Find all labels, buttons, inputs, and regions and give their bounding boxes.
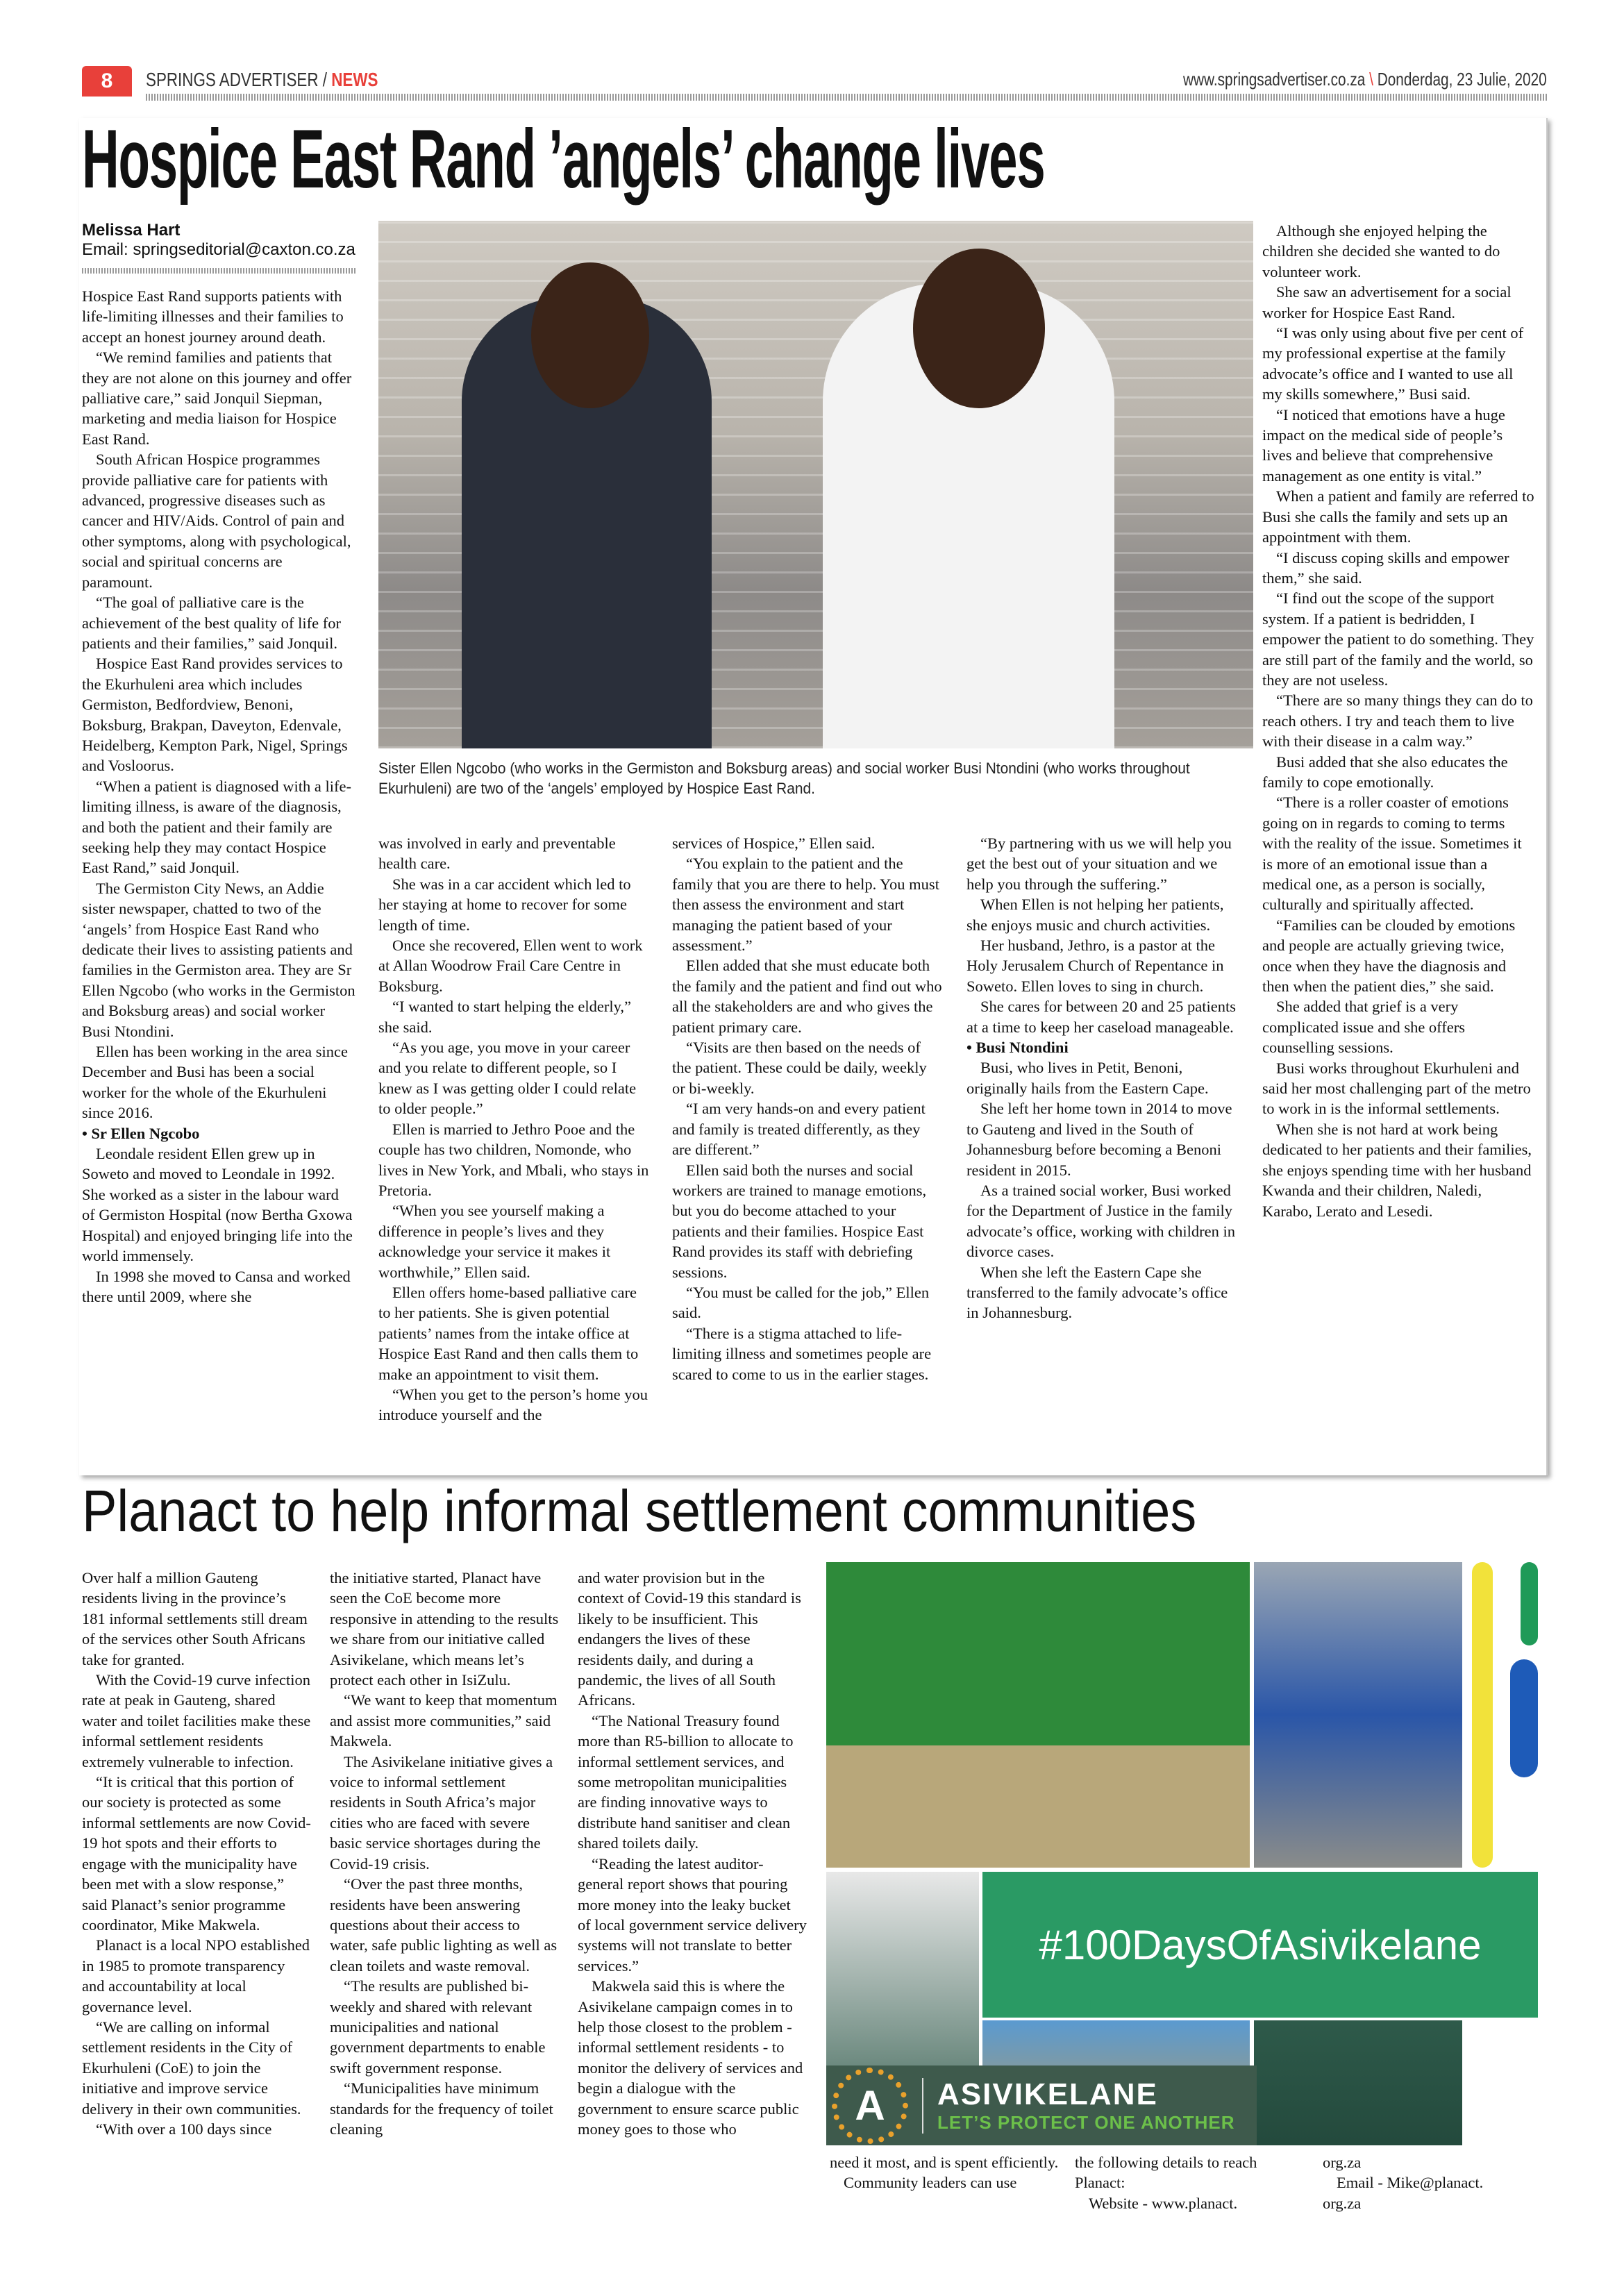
paragraph: Busi works throughout Ekurhuleni and said her most challenging part of the metro to work in is the informal settlements. xyxy=(1262,1059,1531,1118)
paragraph: “As you age, you move in your career and you relate to different people, so I knew as I was getting older I could relate to older people.” xyxy=(378,1039,637,1118)
date: Donderdag, 23 Julie, 2020 xyxy=(1377,69,1547,90)
ad-decoration-yellow xyxy=(1472,1562,1493,1868)
paragraph: need it most, and is spent efficiently. xyxy=(830,2154,1059,2171)
paragraph: and water provision but in the context of Covid-19 this standard is likely to be insufficient. This endangers the lives of these residents daily, and during a pandemic, the lives of all South Africans. xyxy=(578,1569,801,1709)
paragraph: “Visits are then based on the needs of the patient. These could be daily, weekly or bi-weekly. xyxy=(672,1039,927,1097)
paragraph: “When you see yourself making a difference in people’s lives and they acknowledge your service it makes it worthwhile,” Ellen said. xyxy=(378,1202,611,1281)
paragraph: “Reading the latest auditor-general report shows that pouring more money into the leaky bucket of local government service delivery systems will not translate to better services.” xyxy=(578,1854,807,1975)
article-photo xyxy=(378,221,1253,748)
subheading: • Busi Ntondini xyxy=(966,1039,1069,1057)
paragraph: She saw an advertisement for a social worker for Hospice East Rand. xyxy=(1262,283,1512,321)
paragraph: With the Covid-19 curve infection rate at peak in Gauteng, shared water and toilet facilities make these informal settlement residents extremely vulnerable to infection. xyxy=(82,1671,311,1770)
paragraph: “Over the past three months, residents have been answering questions about their access to water, safe public lighting as well as clean toilets and waste removal. xyxy=(330,1875,558,1975)
logo-divider xyxy=(922,2078,923,2134)
paragraph: “The National Treasury found more than R5-billion to allocate to informal settlement services, and some metropolitan municipalities are finding innovative ways to distribute hand sanitiser and clean shared toilets daily. xyxy=(578,1711,794,1852)
paragraph: The Asivikelane initiative gives a voice to informal settlement residents in South Africa’s major cities who are faced with severe basic service shortages during the Covid-19 crisis. xyxy=(330,1752,553,1872)
paragraph: services of Hospice,” Ellen said. xyxy=(672,835,876,852)
paragraph: Makwela said this is where the Asivikelane campaign comes in to help those closest to the problem - informal settlement residents - to monitor the delivery of services and begin a dialogue with the government to ensure scarce public money goes to those who xyxy=(578,1977,803,2138)
paragraph: “There is a roller coaster of emotions going on in regards to coming to terms with the reality of the issue. Sometimes it is more of an emotional issue than a medical one, as a person is socially, culturally and spiritually affected. xyxy=(1262,794,1522,914)
ad-decoration-green xyxy=(1521,1562,1538,1645)
paragraph: “You must be called for the job,” Ellen said. xyxy=(672,1283,930,1322)
paragraph: She added that grief is a very complicated issue and she offers counselling sessions. xyxy=(1262,998,1465,1057)
paragraph: In 1998 she moved to Cansa and worked there until 2009, where she xyxy=(82,1267,351,1305)
paragraph: She left her home town in 2014 to move to Gauteng and lived in the South of Johannesburg before becoming a Benoni resident in 2015. xyxy=(966,1100,1232,1179)
paragraph: “We are calling on informal settlement residents in the City of Ekurhuleni (CoE) to join the initiative and improve service delivery in their own communities. xyxy=(82,2018,301,2118)
brand-tagline: LET’S PROTECT ONE ANOTHER xyxy=(937,2112,1235,2133)
paragraph: Email - Mike@planact. xyxy=(1337,2174,1484,2192)
article2-column-2 xyxy=(330,1568,559,2139)
masthead-rule xyxy=(146,94,1547,101)
article1-column-3 xyxy=(672,833,943,1384)
paragraph: Ellen has been working in the area since December and Busi has been a social worker for the whole of the Ekurhuleni since 2016. xyxy=(82,1043,348,1122)
subheading: • Sr Ellen Ngcobo xyxy=(82,1124,200,1142)
paragraph: When she left the Eastern Cape she transferred to the family advocate’s office in Johannesburg. xyxy=(966,1263,1228,1322)
paragraph: Busi, who lives in Petit, Benoni, originally hails from the Eastern Cape. xyxy=(966,1059,1209,1097)
paragraph: Hospice East Rand provides services to the Ekurhuleni area which includes Germiston, Bedfordview, Benoni, Boksburg, Brakpan, Daveyton, Edenvale, Heidelberg, Kempton Park, Nigel, Springs and Vosloorus. xyxy=(82,655,348,775)
paragraph: “When you get to the person’s home you introduce yourself and the xyxy=(378,1385,648,1424)
author-name: Melissa Hart xyxy=(82,221,181,240)
paragraph: “I discuss coping skills and empower them,” she said. xyxy=(1262,548,1509,587)
paragraph: When Ellen is not helping her patients, she enjoys music and church activities. xyxy=(966,896,1224,934)
paragraph: “We remind families and patients that they are not alone on this journey and offer palliative care,” said Jonquil Siepman, marketing and media liaison for Hospice East Rand. xyxy=(82,349,352,448)
byline-rule xyxy=(82,268,355,274)
paragraph: org.za xyxy=(1323,2194,1362,2212)
asivikelane-logo-bar xyxy=(826,2065,1257,2145)
byline xyxy=(82,221,355,260)
article1-column-5 xyxy=(1262,221,1534,1221)
paragraph: “You explain to the patient and the family that you are there to help. You must then assess the environment and start managing the patient based of your assessment.” xyxy=(672,855,939,955)
article1-column-1 xyxy=(82,286,355,1307)
ad-hashtag-band: #100DaysOfAsivikelane xyxy=(982,1872,1538,2018)
section-label xyxy=(146,69,378,91)
paragraph: the following details to reach Planact: xyxy=(1075,2154,1257,2192)
paragraph: “I find out the scope of the support system. If a patient is bedridden, I empower the patient to do something. They are still part of the family and the world, so they are not useless. xyxy=(1262,589,1534,689)
paragraph: “When a patient is diagnosed with a life-limiting illness, is aware of the diagnosis, and both the patient and their family are seeking help they may contact Hospice East Rand,” said Jonquil. xyxy=(82,777,351,877)
author-email[interactable]: Email: springseditorial@caxton.co.za xyxy=(82,240,355,259)
section-name: NEWS xyxy=(331,69,378,90)
article1-column-4 xyxy=(966,833,1237,1323)
paragraph: “I was only using about five per cent of my professional expertise at the family advocate’s office and I wanted to use all my skills somewhere,” Busi said. xyxy=(1262,324,1524,403)
website[interactable]: www.springsadvertiser.co.za xyxy=(1183,69,1366,90)
ad-photo-sanitation xyxy=(1254,2020,1462,2145)
separator: \ xyxy=(1365,69,1378,90)
photo-head-busi xyxy=(913,249,1045,408)
paragraph: Over half a million Gauteng residents living in the province’s 181 informal settlements still dream of the services other South Africans take for granted. xyxy=(82,1569,308,1668)
ad-photo-toilet xyxy=(1254,1562,1462,1868)
paragraph: South African Hospice programmes provide palliative care for patients with advanced, progressive diseases such as cancer and HIV/Aids. Control of pain and other symptoms, along with psychological, social and spiritual concerns are paramount. xyxy=(82,451,351,591)
paragraph: “The goal of palliative care is the achievement of the best quality of life for patients and their families,” said Jonquil. xyxy=(82,594,341,652)
dateline xyxy=(1183,69,1547,90)
paragraph: The Germiston City News, an Addie sister newspaper, chatted to two of the ‘angels’ from Hospice East Rand who dedicate their lives to assisting patients and families in the Germiston area. They are Sr Ellen Ngcobo (who works in the Germiston and Boksburg areas) and social worker Busi Ntondini. xyxy=(82,879,355,1040)
paragraph: Although she enjoyed helping the children she decided she wanted to do volunteer work. xyxy=(1262,222,1500,280)
article2-column-1 xyxy=(82,1568,311,2139)
asivikelane-advert xyxy=(826,1562,1548,2145)
page-number-badge: 8 xyxy=(82,66,132,97)
paragraph: Ellen added that she must educate both the family and the patient and find out who all the stakeholders are and who gives the patient primary care. xyxy=(672,957,942,1036)
paragraph: Leondale resident Ellen grew up in Soweto and moved to Leondale in 1992. She worked as a sister in the labour ward of Germiston Hospital (now Bertha Gxowa Hospital) and enjoyed bringing life into the world immensely. xyxy=(82,1145,353,1265)
paragraph: org.za xyxy=(1323,2154,1362,2171)
paragraph: “Families can be clouded by emotions and people are actually grieving twice, once when they have the diagnosis and then when the patient dies,” she said. xyxy=(1262,916,1516,996)
paragraph: She was in a car accident which led to her staying at home to recover for some length of time. xyxy=(378,875,631,934)
paragraph: Community leaders can use xyxy=(844,2174,1017,2192)
paragraph: Website - www.planact. xyxy=(1089,2194,1238,2212)
article2-column-3 xyxy=(578,1568,807,2139)
paragraph: Her husband, Jethro, is a pastor at the Holy Jerusalem Church of Repentance in Soweto. Ellen loves to sing in church. xyxy=(966,937,1224,995)
paragraph: When a patient and family are referred to Busi she calls the family and sets up an appointment with them. xyxy=(1262,487,1534,546)
paragraph: “We want to keep that momentum and assist more communities,” said Makwela. xyxy=(330,1691,558,1750)
article1-column-2 xyxy=(378,833,649,1425)
paragraph: Ellen said both the nurses and social workers are trained to manage emotions, but you do become attached to your patients and their families. Hospice East Rand provides its staff with debriefing sessions. xyxy=(672,1161,927,1281)
asivikelane-logo-icon: A xyxy=(832,2068,908,2144)
paragraph: Busi added that she also educates the family to cope emotionally. xyxy=(1262,753,1508,791)
paragraph: Ellen offers home-based palliative care to her patients. She is given potential patients’ names from the intake office at Hospice East Rand and then calls them to make an appointment to visit them. xyxy=(378,1283,639,1383)
paragraph: “I noticed that emotions have a huge impact on the medical side of people’s lives and believe that comprehensive management as one entity is vital.” xyxy=(1262,405,1505,485)
paragraph: She cares for between 20 and 25 patients at a time to keep her caseload manageable. xyxy=(966,998,1236,1036)
paragraph: When she is not hard at work being dedicated to her patients and their families, she enjoys spending time with her husband Kwanda and their children, Naledi, Karabo, Lerato and Lesedi. xyxy=(1262,1120,1532,1220)
photo-caption: Sister Ellen Ngcobo (who works in the Germiston and Boksburg areas) and social worker Busi Ntondini (who works throughout Ekurhuleni) are two of the ‘angels’ employed by Hospice East Rand. xyxy=(378,760,1190,797)
brand-name: ASIVIKELANE xyxy=(937,2077,1158,2111)
paragraph: Once she recovered, Ellen went to work at Allan Woodrow Frail Care Centre in Boksburg. xyxy=(378,937,643,995)
article2-headline: Planact to help informal settlement communities xyxy=(82,1478,1197,1543)
ad-photo-group xyxy=(826,1562,1250,1868)
paragraph: the initiative started, Planact have seen the CoE become more responsive in attending to the results we share from our initiative called Asivikelane, which means let’s protect each other in IsiZulu. xyxy=(330,1569,559,1689)
paragraph: “By partnering with us we will help you get the best out of your situation and we help you through the suffering.” xyxy=(966,835,1232,893)
article2-column-5 xyxy=(1075,2152,1304,2213)
paragraph: “Municipalities have minimum standards for the frequency of toilet cleaning xyxy=(330,2079,553,2138)
paragraph: Hospice East Rand supports patients with life-limiting illnesses and their families to accept an honest journey around death. xyxy=(82,287,344,346)
paragraph: “There is a stigma attached to life-limiting illness and sometimes people are scared to come to us in the earlier stages. xyxy=(672,1324,932,1383)
paragraph: Ellen is married to Jethro Pooe and the couple has two children, Nomonde, who lives in New York, and Mbali, who stays in Pretoria. xyxy=(378,1120,649,1199)
paragraph: As a trained social worker, Busi worked for the Department of Justice in the family advocate’s office, working with children in divorce cases. xyxy=(966,1181,1235,1261)
paragraph: “It is critical that this portion of our society is protected as some informal settlements are now Covid-19 hot spots and their efforts to engage with the municipality have been met with a slow response,” said Planact’s senior programme coordinator, Mike Makwela. xyxy=(82,1773,311,1934)
paragraph: “The results are published bi-weekly and shared with relevant municipalities and national government departments to enable swift government response. xyxy=(330,1977,546,2077)
paragraph: “I wanted to start helping the elderly,” she said. xyxy=(378,998,632,1036)
masthead xyxy=(82,66,1547,94)
paragraph: “I am very hands-on and every patient and family is treated differently, as they are different.” xyxy=(672,1100,926,1159)
paragraph: “There are so many things they can do to reach others. I try and teach them to live with their disease in a calm way.” xyxy=(1262,692,1533,751)
paragraph: Planact is a local NPO established in 1985 to promote transparency and accountability at local governance level. xyxy=(82,1936,310,2016)
publication-name: SPRINGS ADVERTISER / xyxy=(146,69,332,90)
article-headline: Hospice East Rand ’angels’ change lives xyxy=(82,112,1045,206)
paragraph: was involved in early and preventable health care. xyxy=(378,835,616,873)
article2-column-4 xyxy=(830,2152,1059,2193)
paragraph: “With over a 100 days since xyxy=(96,2120,272,2138)
article2-column-6 xyxy=(1323,2152,1531,2213)
photo-head-ellen xyxy=(531,262,649,408)
ad-decoration-blue xyxy=(1510,1659,1538,1777)
